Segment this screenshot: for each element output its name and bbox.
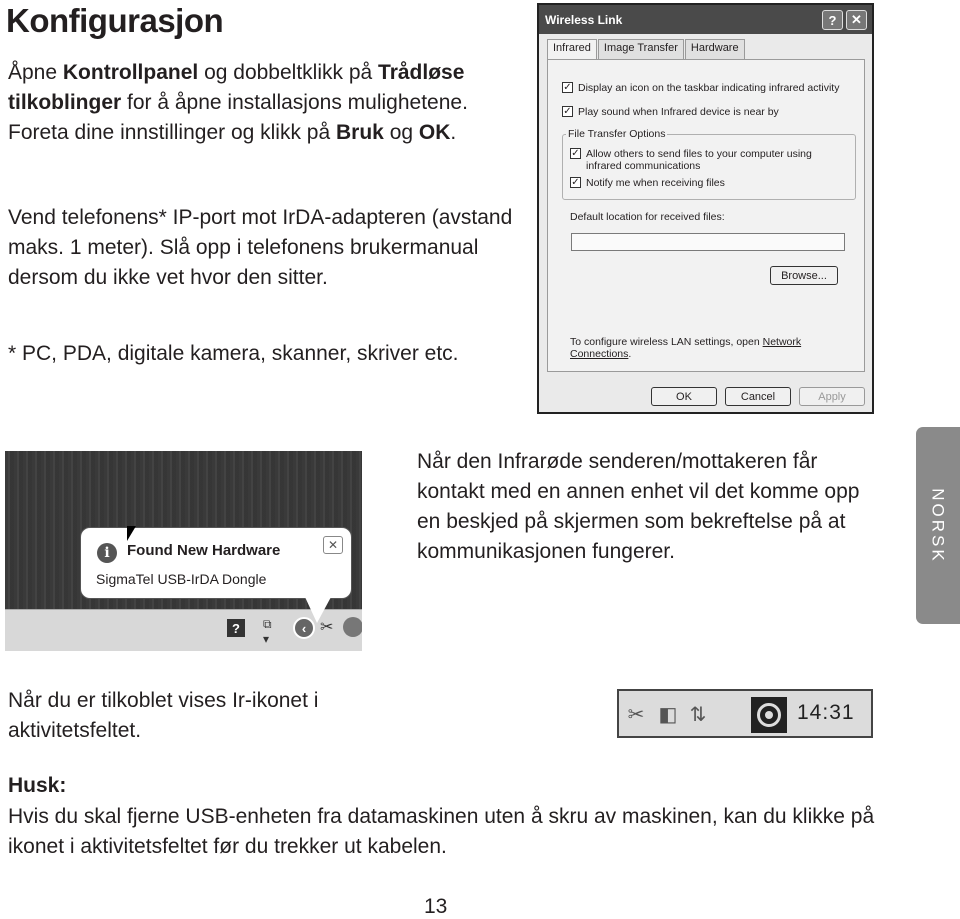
help-button[interactable]: ? bbox=[822, 10, 843, 30]
husk-paragraph: Hvis du skal fjerne USB-enheten fra datamaskinen uten å skru av maskinen, kan du klikke på ikonet i aktivitetsfeltet før du trekker ut kabelen. bbox=[8, 805, 875, 858]
control-panel-term: Kontrollpanel bbox=[62, 61, 199, 84]
info-icon: i bbox=[97, 543, 117, 563]
checkbox-checked-icon[interactable]: ✓ bbox=[571, 148, 580, 159]
page-number: 13 bbox=[424, 895, 448, 918]
wireless-connections-term: Trådløse tilkoblinger bbox=[8, 61, 465, 114]
tab-hardware[interactable]: Hardware bbox=[685, 39, 745, 59]
lan-text: To configure wireless LAN settings, open bbox=[570, 336, 763, 348]
allow-send-option[interactable] bbox=[570, 148, 840, 172]
option-label: Play sound when Infrared device is near by bbox=[578, 106, 779, 118]
option-label: Allow others to send files to your computer using infrared communications bbox=[586, 148, 812, 172]
group-label: File Transfer Options bbox=[568, 128, 666, 140]
hardware-balloon-screenshot bbox=[5, 451, 362, 651]
language-side-tab bbox=[916, 427, 960, 624]
side-tab-label: NORSK bbox=[929, 487, 948, 564]
apply-button: Apply bbox=[799, 387, 865, 406]
irport-paragraph: Vend telefonens* IP-port mot IrDA-adapteren (avstand maks. 1 meter). Slå opp i telefonens brukermanual dersom du ikke vet hvor den sitter. bbox=[8, 206, 513, 289]
checkbox-checked-icon[interactable]: ✓ bbox=[563, 106, 572, 117]
dialog-tabs bbox=[547, 39, 746, 59]
apply-term: Bruk bbox=[336, 121, 384, 144]
connected-paragraph: Når du er tilkoblet vises Ir-ikonet i aktivitetsfeltet. bbox=[8, 689, 319, 742]
footnote: * PC, PDA, digitale kamera, skanner, skriver etc. bbox=[8, 342, 459, 365]
ok-term: OK bbox=[418, 121, 451, 144]
network-tray-icon[interactable]: ✂ bbox=[627, 703, 645, 726]
wireless-link-dialog bbox=[537, 3, 874, 414]
intro-text: Åpne bbox=[8, 61, 63, 84]
close-icon[interactable]: ✕ bbox=[323, 536, 343, 554]
infrared-panel bbox=[547, 59, 865, 372]
intro-text: og dobbeltklikk på bbox=[198, 61, 379, 84]
windows-tray-icon[interactable]: ⧉ ▾ bbox=[263, 617, 272, 646]
dialog-title: Wireless Link bbox=[545, 12, 623, 27]
contact-paragraph: Når den Infrarøde senderen/mottakeren får kontakt med en annen enhet vil det komme opp en beskjed på skjermen som bekreftelse på at kommunikasjonen fungerer. bbox=[417, 450, 860, 563]
location-label: Default location for received files: bbox=[570, 211, 725, 223]
intro-paragraph bbox=[8, 58, 528, 148]
play-sound-option[interactable] bbox=[562, 106, 779, 118]
option-label: Display an icon on the taskbar indicating infrared activity bbox=[578, 82, 840, 94]
intro-text: . bbox=[450, 121, 457, 144]
checkbox-checked-icon[interactable]: ✓ bbox=[563, 82, 572, 93]
notification-balloon[interactable] bbox=[80, 527, 352, 599]
dialog-titlebar bbox=[539, 5, 872, 34]
infrared-tray-icon[interactable]: ✂ bbox=[320, 619, 334, 636]
intro-text: for å åpne installasjons mulighetene. Foreta dine innstillinger og klikk på bbox=[8, 91, 468, 144]
checkbox-checked-icon[interactable]: ✓ bbox=[571, 177, 580, 188]
lan-note bbox=[570, 336, 864, 360]
network-connections-link[interactable]: Network Connections bbox=[570, 336, 802, 360]
globe-tray-icon[interactable] bbox=[343, 617, 362, 637]
mouse-cursor-icon bbox=[127, 526, 136, 541]
tray-clock: 14:31 bbox=[797, 701, 855, 724]
tab-infrared[interactable]: Infrared bbox=[547, 39, 597, 59]
help-tray-icon[interactable]: ? bbox=[227, 619, 245, 637]
infrared-icon[interactable] bbox=[751, 697, 787, 733]
browse-button[interactable]: Browse... bbox=[770, 266, 838, 285]
location-field[interactable] bbox=[571, 233, 845, 251]
intro-text: og bbox=[383, 121, 419, 144]
tab-image-transfer[interactable]: Image Transfer bbox=[598, 39, 684, 59]
notify-option[interactable] bbox=[570, 177, 725, 189]
speaker-tray-icon[interactable]: ◧ bbox=[658, 703, 678, 726]
page-title: Konfigurasjon bbox=[6, 2, 224, 39]
balloon-title: Found New Hardware bbox=[127, 542, 281, 559]
chevron-left-icon[interactable]: ‹ bbox=[293, 617, 315, 639]
safely-remove-hardware-icon[interactable]: ⇅ bbox=[689, 703, 707, 726]
balloon-body: SigmaTel USB-IrDA Dongle bbox=[96, 571, 267, 587]
ok-button[interactable]: OK bbox=[651, 387, 717, 406]
lan-end: . bbox=[628, 348, 632, 360]
system-tray bbox=[617, 689, 873, 738]
husk-heading: Husk: bbox=[8, 774, 67, 797]
option-label: Notify me when receiving files bbox=[586, 177, 725, 189]
taskbar-icon-option[interactable] bbox=[562, 82, 839, 94]
close-button[interactable]: ✕ bbox=[846, 10, 867, 30]
cancel-button[interactable]: Cancel bbox=[725, 387, 791, 406]
